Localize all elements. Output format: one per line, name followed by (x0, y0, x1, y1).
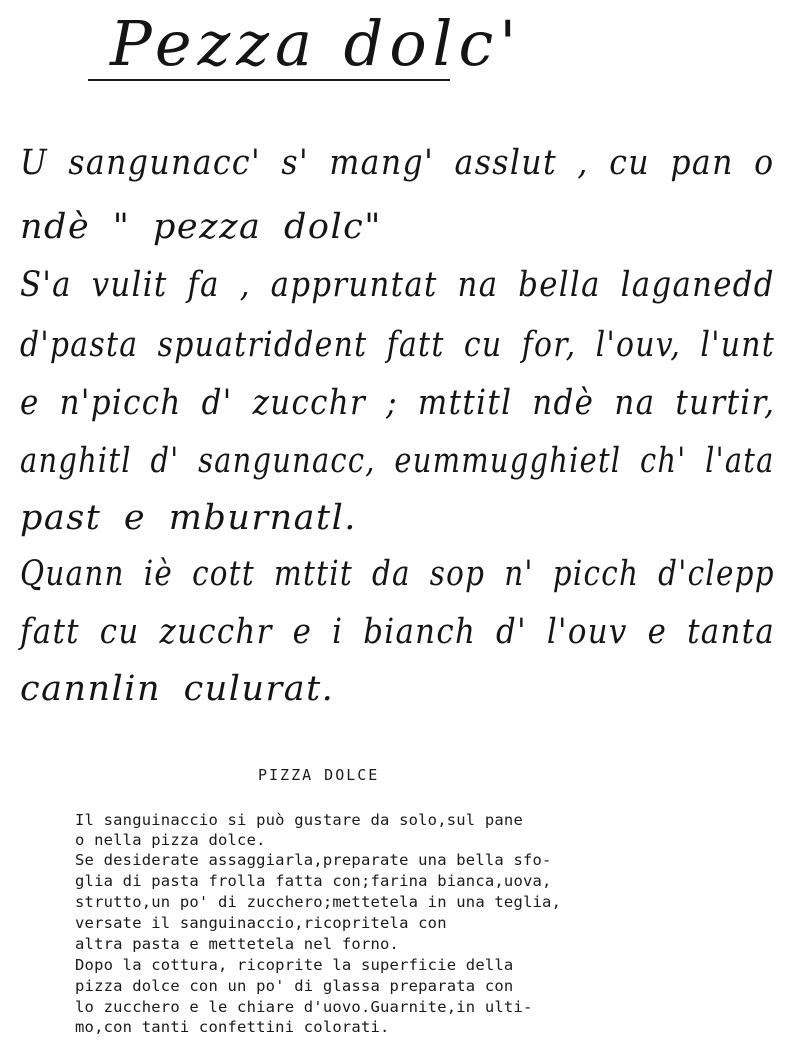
handwritten-line: Quann iè cott mttit da sop n' picch d'clepp (20, 554, 775, 594)
typed-line: mo,con tanti confettini colorati. (75, 1018, 390, 1036)
typed-line: lo zucchero e le chiare d'uovo.Guarnite,in ulti- (75, 998, 533, 1016)
typed-line: Dopo la cottura, ricoprite la superficie della (75, 956, 514, 974)
typed-line: strutto,un po' di zucchero;mettetela in una teglia, (75, 893, 562, 911)
handwritten-title: Pezza dolc' (110, 7, 523, 80)
typed-line: Se desiderate assaggiarla,preparate una bella sfo- (75, 851, 552, 869)
typed-line: versate il sanguinaccio,ricopritela con (75, 914, 447, 932)
typed-line: pizza dolce con un po' di glassa preparata con (75, 977, 514, 995)
typed-line: glia di pasta frolla fatta con;farina bianca,uova, (75, 872, 552, 890)
handwritten-line: cannlin culurat. (20, 669, 335, 709)
handwritten-line: e n'picch d' zucchr ; mttitl ndè na turtir, (20, 383, 776, 423)
handwritten-line: fatt cu zucchr e i bianch d' l'ouv e tanta (20, 612, 776, 652)
handwritten-line: ndè " pezza dolc" (20, 207, 382, 247)
typed-line: Il sanguinaccio si può gustare da solo,sul pane (75, 811, 523, 829)
typed-line: altra pasta e mettetela nel forno. (75, 935, 400, 953)
handwritten-line: S'a vulit fa , appruntat na bella laganedd (20, 265, 775, 305)
handwritten-line: U sangunacc' s' mang' asslut , cu pan o (20, 143, 775, 183)
handwritten-line: past e mburnatl. (20, 498, 357, 538)
typed-title: PIZZA DOLCE (258, 766, 380, 784)
title-underline (88, 79, 450, 81)
typed-line: o nella pizza dolce. (75, 831, 266, 849)
handwritten-line: d'pasta spuatriddent fatt cu for, l'ouv, l'unt (20, 325, 775, 365)
handwritten-line: anghitl d' sangunacc, eummugghietl ch' l'ata (20, 441, 775, 481)
